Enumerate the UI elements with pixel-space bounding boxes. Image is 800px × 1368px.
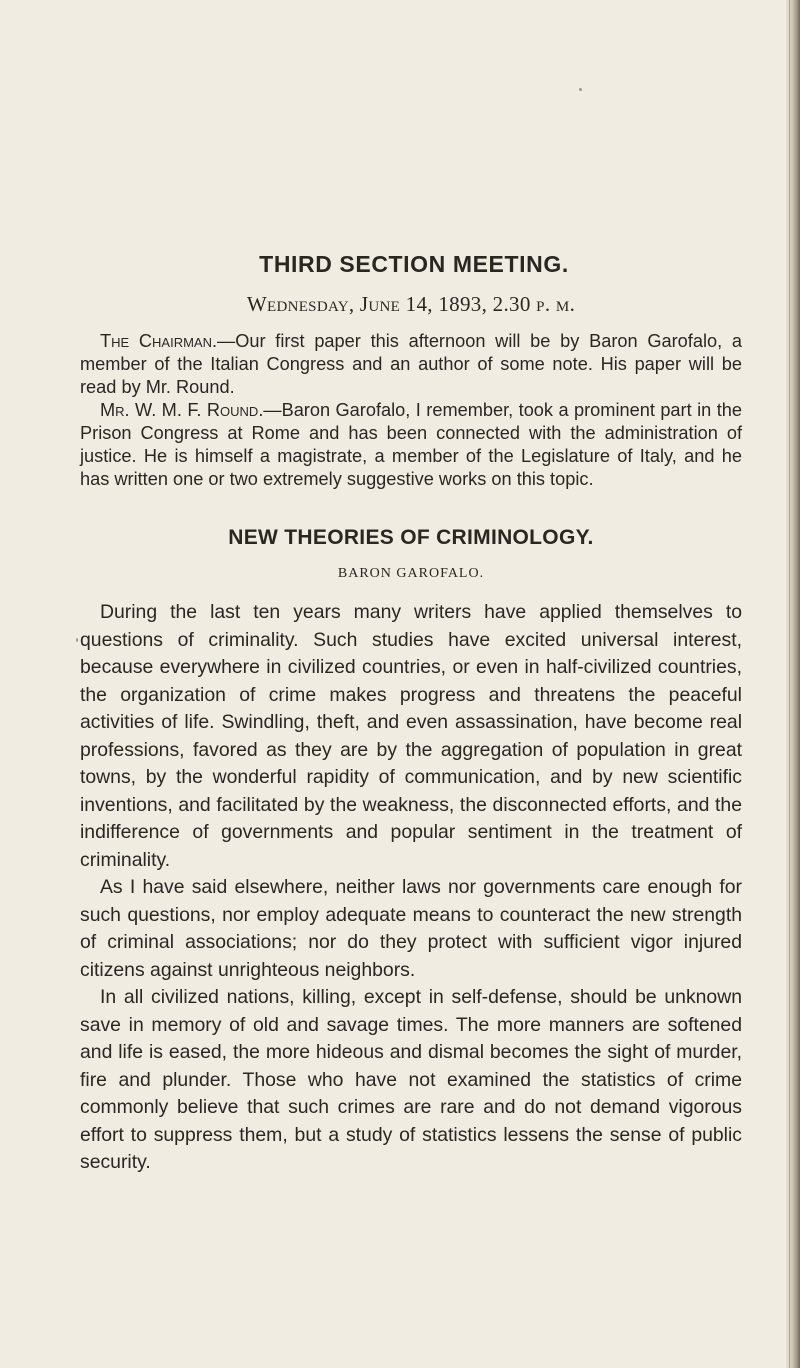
- page-edge-line: [789, 0, 790, 1368]
- speech-text: —Our first paper this afternoon will be by Baron Garofalo, a member of the Italian Congress and an author of some note. His paper will be read by Mr. Round.: [80, 331, 742, 397]
- section-title: THIRD SECTION MEETING.: [259, 251, 569, 277]
- document-page: [80, 250, 742, 1177]
- speech-text: —Baron Garofalo, I remember, took a prominent part in the Prison Congress at Rome and has been connected with the administration of justice. He is himself a magistrate, a member of the Legislature of Italy, and he has written one or two extremely suggestive works on this topic.: [80, 400, 742, 489]
- meeting-date: Wednesday, June 14, 1893, 2.30 p. m.: [246, 292, 576, 316]
- speaker-name: Mr. W. M. F. Round.: [100, 400, 264, 420]
- body-paragraph: During the last ten years many writers have applied themselves to questions of criminality. Such studies have excited universal interest, because everywhere in civilized countries, or even in half-civilized countries, the organization of crime makes progress and threatens the peaceful activities of life. Swindling, theft, and even assassination, have become real professions, favored as they are by the aggregation of population in great towns, by the wonderful rapidity of communication, and by new scientific inventions, and facilitated by the weakness, the disconnected efforts, and the indifference of governments and popular sentiment in the treatment of criminality.: [80, 601, 742, 871]
- intro-paragraph: [80, 399, 742, 491]
- paper-speck: [76, 638, 78, 642]
- intro-paragraph: [80, 330, 742, 399]
- paper-speck: [579, 88, 582, 91]
- paper-author: BARON GAROFALO.: [337, 566, 485, 581]
- paper-title: NEW THEORIES OF CRIMINOLOGY.: [228, 526, 594, 549]
- body-paragraph: As I have said elsewhere, neither laws nor governments care enough for such questions, nor employ adequate means to counteract the new strength of criminal associations; nor do they protect with sufficient vigor injured citizens against unrighteous neighbors.: [80, 876, 742, 981]
- body-paragraph: In all civilized nations, killing, except in self-defense, should be unknown save in memory of old and savage times. The more manners are softened and life is eased, the more hideous and dismal becomes the sight of murder, fire and plunder. Those who have not examined the statistics of crime commonly believe that such crimes are rare and do not demand vigorous effort to suppress them, but a study of statistics lessens the sense of public security.: [80, 986, 742, 1173]
- speaker-name: The Chairman.: [100, 331, 218, 351]
